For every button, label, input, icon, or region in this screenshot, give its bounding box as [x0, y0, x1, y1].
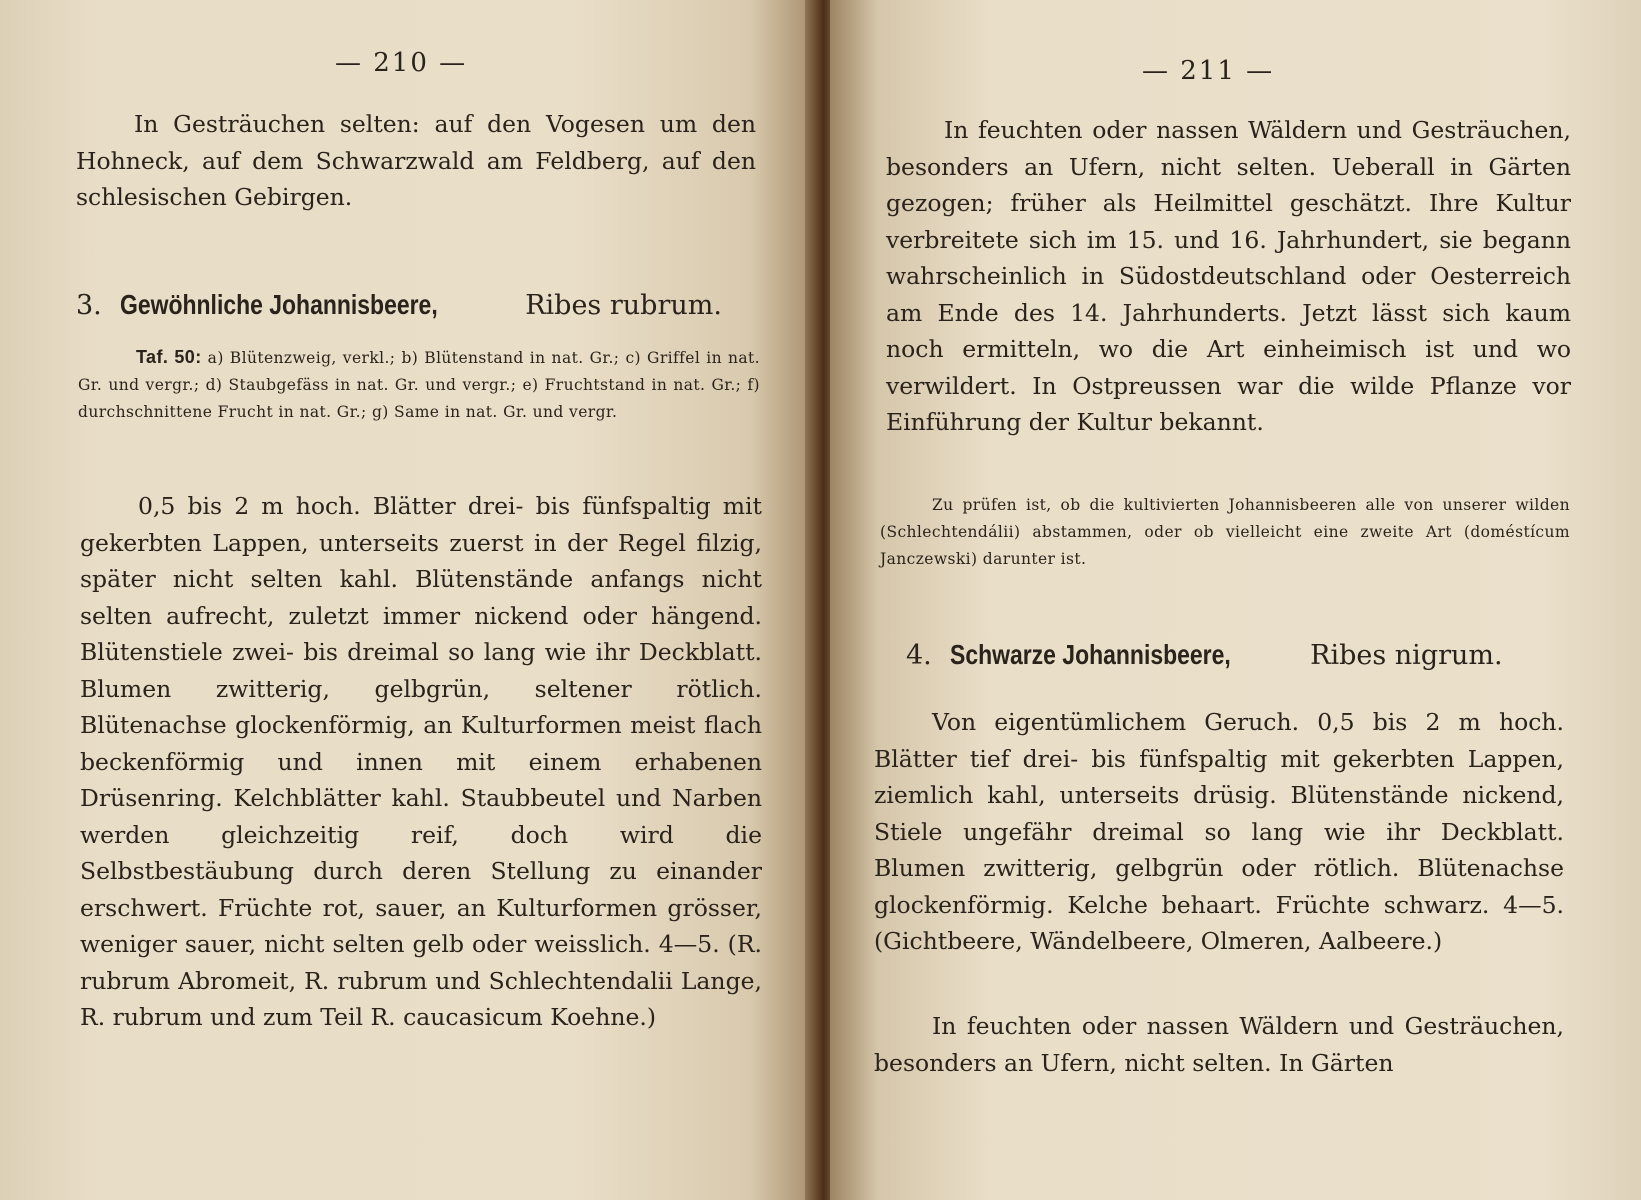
section-number: 3. — [76, 290, 102, 321]
section-number: 4. — [906, 640, 932, 671]
description-paragraph: 0,5 bis 2 m hoch. Blätter drei- bis fünfspaltig mit gekerbten Lappen, unterseits zuerst in der Regel filzig, später nicht selten kahl. Blütenstände anfangs nicht selten aufrecht, zuletzt immer nickend oder hängend. Blütenstiele zwei- bis dreimal so lang wie ihr Deckblatt. Blumen zwitterig, gelbgrün, seltener rötlich. Blütenachse glockenförmig, an Kulturformen meist flach beckenförmig und innen mit einem erhabenen Drüsenring. Kelchblätter kahl. Staubbeutel und Narben werden gleichzeitig reif, doch wird die Selbstbestäubung durch deren Stellung zu einander erschwert. Früchte rot, sauer, an Kulturformen grösser, weniger sauer, nicht selten gelb oder weisslich. 4—5. (R. rubrum Abromeit, R. rubrum und Schlechtendalii Lange, R. rubrum und zum Teil R. caucasicum Koehne.) — [80, 492, 762, 1031]
intro-paragraph-block — [76, 106, 756, 216]
habitat-start-block — [874, 1008, 1564, 1081]
left-page — [0, 0, 815, 1200]
plate-label: Taf. 50: — [136, 347, 202, 367]
species-common-name: Schwarze Johannisbeere, — [949, 639, 1231, 670]
description-block — [80, 488, 762, 1036]
page-number: — 211 — — [1142, 56, 1275, 86]
note-text: Zu prüfen ist, ob die kultivierten Johannisbeeren alle von unserer wilden (Schlechtendálii) abstammen, oder ob vielleicht eine zweite Art (doméstícum Janczewski) darunter ist. — [880, 496, 1570, 568]
plate-text: a) Blütenzweig, verkl.; b) Blütenstand in nat. Gr.; c) Griffel in nat. Gr. und vergr.; d) Staubgefäss in nat. Gr. und vergr.; e) Fruchtstand in nat. Gr.; f) durchschnittene Frucht in nat. Gr.; g) Same in nat. Gr. und vergr. — [78, 349, 761, 421]
section-heading — [906, 638, 1586, 673]
species-latin-name: Ribes rubrum. — [525, 290, 722, 321]
plate-caption — [78, 344, 760, 426]
habitat-start-paragraph: In feuchten oder nassen Wäldern und Gesträuchen, besonders an Ufern, nicht selten. In Gärten — [874, 1012, 1564, 1077]
description-paragraph: Von eigentümlichem Geruch. 0,5 bis 2 m hoch. Blätter tief drei- bis fünfspaltig mit gekerbten Lappen, ziemlich kahl, unterseits drüsig. Blütenstände nickend, Stiele ungefähr dreimal so lang wie ihr Deckblatt. Blumen zwitterig, gelbgrün oder rötlich. Blütenachse glockenförmig. Kelche behaart. Früchte schwarz. 4—5. (Gichtbeere, Wändelbeere, Olmeren, Aalbeere.) — [874, 708, 1564, 955]
note-block — [880, 492, 1570, 573]
section-heading — [76, 288, 756, 323]
description-block — [874, 704, 1564, 960]
page-number: — 210 — — [335, 48, 468, 78]
intro-paragraph: In Gesträuchen selten: auf den Vogesen um den Hohneck, auf dem Schwarzwald am Feldberg, auf den schlesischen Gebirgen. — [76, 110, 756, 211]
species-latin-name: Ribes nigrum. — [1310, 640, 1503, 671]
species-common-name: Gewöhnliche Johannisbeere, — [119, 289, 438, 320]
habitat-block — [886, 112, 1571, 441]
right-page — [830, 0, 1641, 1200]
habitat-paragraph: In feuchten oder nassen Wäldern und Gesträuchen, besonders an Ufern, nicht selten. Ueberall in Gärten gezogen; früher als Heilmittel geschätzt. Ihre Kultur verbreitete sich im 15. und 16. Jahrhundert, sie begann wahrscheinlich in Südostdeutschland oder Oesterreich am Ende des 14. Jahrhunderts. Jetzt lässt sich kaum noch ermitteln, wo die Art einheimisch ist und wo verwildert. In Ostpreussen war die wilde Pflanze vor Einführung der Kultur bekannt. — [886, 116, 1571, 436]
